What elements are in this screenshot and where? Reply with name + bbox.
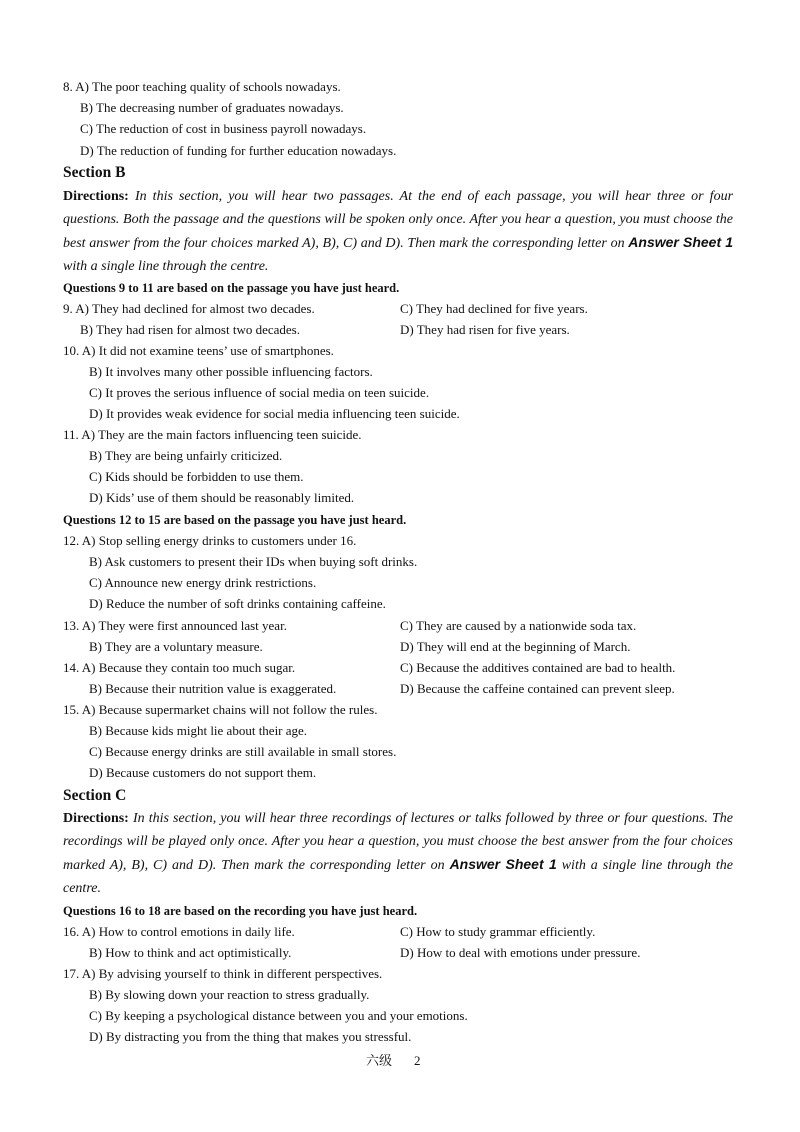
q8-option-a: 8. A) The poor teaching quality of schools nowadays. — [63, 79, 341, 94]
section-b-title: Section B — [63, 164, 126, 181]
q15-option-d: D) Because customers do not support them. — [89, 765, 317, 780]
q16-option-b: B) How to think and act optimistically. — [89, 945, 292, 960]
q14-option-d: D) Because the caffeine contained can prevent sleep. — [400, 681, 675, 696]
q10-option-d: D) It provides weak evidence for social media influencing teen suicide. — [89, 406, 460, 421]
q13-option-a: 13. A) They were first announced last year. — [63, 618, 287, 633]
q14-option-c: C) Because the additives contained are bad to health. — [400, 660, 676, 675]
section-c-directions — [63, 808, 733, 900]
q10-option-c: C) It proves the serious influence of social media on teen suicide. — [89, 385, 430, 400]
group-16-18-heading: Questions 16 to 18 are based on the recording you have just heard. — [63, 904, 418, 918]
q13-option-c: C) They are caused by a nationwide soda tax. — [400, 618, 637, 633]
section-b-directions-lead: Directions: — [63, 189, 129, 204]
q13-option-b: B) They are a voluntary measure. — [89, 639, 263, 654]
q11-option-d: D) Kids’ use of them should be reasonably limited. — [89, 490, 355, 505]
q17-option-c: C) By keeping a psychological distance between you and your emotions. — [89, 1008, 468, 1023]
q16-option-d: D) How to deal with emotions under pressure. — [400, 945, 641, 960]
section-c-title: Section C — [63, 787, 127, 804]
q15-option-a: 15. A) Because supermarket chains will not follow the rules. — [63, 702, 378, 717]
q8-option-d: D) The reduction of funding for further education nowadays. — [80, 143, 397, 158]
q12-option-a: 12. A) Stop selling energy drinks to customers under 16. — [63, 533, 357, 548]
q10-option-b: B) It involves many other possible influencing factors. — [89, 364, 373, 379]
q11-option-c: C) Kids should be forbidden to use them. — [89, 469, 304, 484]
q17-option-b: B) By slowing down your reaction to stress gradually. — [89, 987, 370, 1002]
group-12-15-heading: Questions 12 to 15 are based on the passage you have just heard. — [63, 513, 407, 527]
q14-option-a: 14. A) Because they contain too much sugar. — [63, 660, 296, 675]
section-c-directions-lead: Directions: — [63, 811, 129, 826]
q17-option-d: D) By distracting you from the thing that makes you stressful. — [89, 1029, 412, 1044]
section-b-directions — [63, 186, 733, 278]
q15-option-b: B) Because kids might lie about their age. — [89, 723, 308, 738]
q14-option-b: B) Because their nutrition value is exaggerated. — [89, 681, 337, 696]
q15-option-c: C) Because energy drinks are still available in small stores. — [89, 744, 397, 759]
q17-option-a: 17. A) By advising yourself to think in different perspectives. — [63, 966, 383, 981]
footer-page-number: 2 — [414, 1053, 421, 1068]
q12-option-b: B) Ask customers to present their IDs when buying soft drinks. — [89, 554, 418, 569]
section-b-answer-sheet: Answer Sheet 1 — [628, 234, 733, 250]
q11-option-b: B) They are being unfairly criticized. — [89, 448, 283, 463]
q9-option-a: 9. A) They had declined for almost two decades. — [63, 301, 315, 316]
q12-option-c: C) Announce new energy drink restrictions. — [89, 575, 317, 590]
q9-option-d: D) They had risen for five years. — [400, 322, 570, 337]
q9-option-c: C) They had declined for five years. — [400, 301, 588, 316]
section-b-directions-tail: with a single line through the centre. — [63, 258, 269, 274]
q8-option-b: B) The decreasing number of graduates nowadays. — [80, 100, 344, 115]
section-c-directions-text: In this section, you will hear three recordings of lectures or talks followed by three or four questions. The recordings will be played only once. After you hear a question, you must choose the best answer from the four choices marked A), B), C) and D). Then mark the corresponding letter on — [63, 811, 734, 873]
footer-level: 六级 — [366, 1053, 393, 1068]
section-b-directions-text: In this section, you will hear two passages. At the end of each passage, you will hear three or four questions. Both the passage and the questions will be spoken only once. After you hear a question, you must choose the best answer from the four choices marked A), B), C) and D). Then mark the corresponding letter on — [63, 189, 734, 251]
q16-option-a: 16. A) How to control emotions in daily life. — [63, 924, 295, 939]
group-9-11-heading: Questions 9 to 11 are based on the passage you have just heard. — [63, 281, 400, 295]
q13-option-d: D) They will end at the beginning of March. — [400, 639, 631, 654]
q16-option-c: C) How to study grammar efficiently. — [400, 924, 596, 939]
q12-option-d: D) Reduce the number of soft drinks containing caffeine. — [89, 596, 386, 611]
q11-option-a: 11. A) They are the main factors influencing teen suicide. — [63, 427, 362, 442]
q9-option-b: B) They had risen for almost two decades. — [80, 322, 300, 337]
section-c-directions-tail: with a single line through the centre. — [63, 858, 734, 896]
q8-option-c: C) The reduction of cost in business payroll nowadays. — [80, 121, 367, 136]
section-c-answer-sheet: Answer Sheet 1 — [449, 856, 557, 872]
q10-option-a: 10. A) It did not examine teens’ use of smartphones. — [63, 343, 334, 358]
